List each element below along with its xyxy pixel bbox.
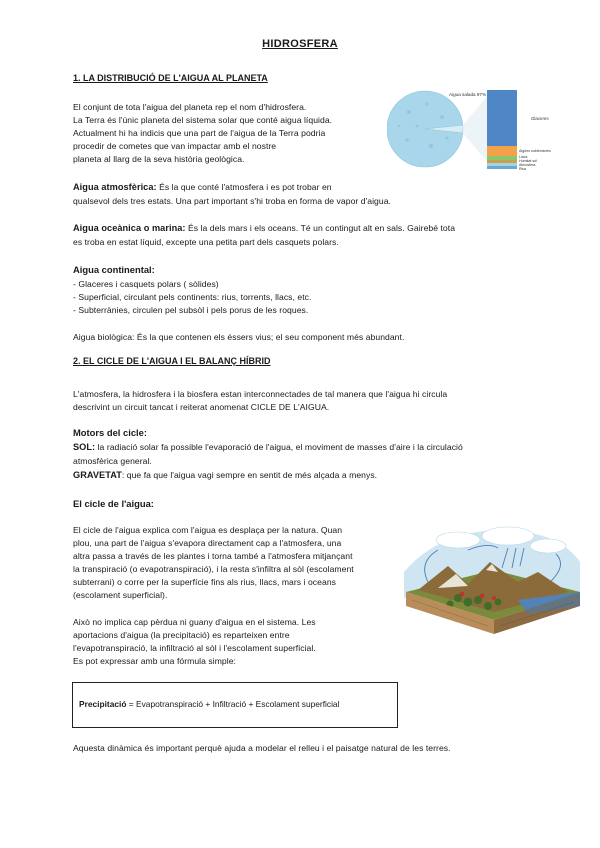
balance-line-0: Això no implica cap pèrdua ni guany d'aigua en el sistema. Les <box>73 617 316 627</box>
cycle-line-3: la transpiració (o evapotranspiració), i la resta s'infiltra al sòl (escolament <box>73 564 354 574</box>
sol-label: SOL: <box>73 442 96 452</box>
ocean-title: Aigua oceànica o marina: <box>73 223 186 233</box>
cont-title: Aigua continental: <box>73 264 155 275</box>
cycle-title: El cicle de l'aigua: <box>73 498 154 509</box>
section1-para-line-3: procedir de cometes que van impactar amb el nostre <box>73 141 277 151</box>
pie-label: Aigua salada 97% <box>449 92 487 97</box>
cycle-line-4: subterrani) o corre per la superfície fins als rius, llacs, mars i oceans <box>73 577 336 587</box>
intro-line-1: descrivint un circuit tancat i reiterat anomenat CICLE DE L'AIGUA. <box>73 402 330 412</box>
bar-label-1: Llacs <box>519 155 528 159</box>
formula-rest: = Evapotranspiració + Infiltració + Escolament superficial <box>126 699 340 709</box>
atmos-title: Aigua atmosfèrica: <box>73 182 157 192</box>
bar-rius <box>487 166 517 169</box>
ocean-line-2: es troba en estat líquid, excepte una petita part dels casquets polars. <box>73 237 339 247</box>
bar-glaceres <box>487 90 517 146</box>
water-distribution-figure <box>387 82 587 176</box>
closing-line: Aquesta dinàmica és important perquè ajuda a modelar el relleu i el paisatge natural de les terres. <box>73 743 451 753</box>
section1-para-line-1: La Terra és l'únic planeta del sistema solar que conté aigua líquida. <box>73 115 333 125</box>
bar-atmosfera <box>487 163 517 166</box>
bar-llacs <box>487 156 517 160</box>
page-title: HIDROSFERA <box>262 38 338 50</box>
ocean-line-1: Aigua oceànica o marina: És la dels mars i els oceans. Té un contingut alt en sals. Gairebé tota <box>73 223 456 233</box>
cycle-line-5: (escolament superficial). <box>73 590 168 600</box>
section1-para-line-2: Actualment hi ha indicis que una part de l'aigua de la Terra podria <box>73 128 326 138</box>
bar-subterranies <box>487 146 517 156</box>
water-cycle-figure <box>398 522 584 644</box>
grav-line: GRAVETAT: que fa que l'aigua vagi sempre en sentit de més alçada a menys. <box>73 470 378 480</box>
cont-item-0: - Glaceres i casquets polars ( sòlides) <box>73 279 219 289</box>
bar-label-glaceres: Glaceres <box>531 116 549 121</box>
section1-para-line-4: planeta al llarg de la seva història geològica. <box>73 154 245 164</box>
formula-bold: Precipitació <box>79 699 127 709</box>
bio-line: Aigua biològica: És la que contenen els éssers vius; el seu component més abundant. <box>73 332 405 342</box>
cycle-line-1: plou, una part de l'aigua s'evapora directament cap a l'atmosfera, una <box>73 538 342 548</box>
bar-label-2: Humitat sòl <box>519 159 537 163</box>
bar-label-4: Rius <box>519 167 527 171</box>
grav-label: GRAVETAT <box>73 470 122 480</box>
cont-item-1: - Superficial, circulant pels continents: rius, torrents, llacs, etc. <box>73 292 312 302</box>
bar-humitat <box>487 160 517 163</box>
cont-item-2: - Subterrànies, circulen pel subsòl i pels porus de les roques. <box>73 305 309 315</box>
sol-line-2: atmosfèrica general. <box>73 456 152 466</box>
formula-text <box>79 699 339 709</box>
formula-box <box>72 682 398 728</box>
balance-line-3: Es pot expressar amb una fórmula simple: <box>73 656 236 666</box>
section2-heading: 2. EL CICLE DE L'AIGUA I EL BALANÇ HÍBRID <box>73 356 271 366</box>
atmos-line-1: Aigua atmosfèrica: És la que conté l'atmosfera i es pot trobar en <box>73 182 332 192</box>
bar-label-0: Aigües subterrànies <box>519 149 551 153</box>
cycle-line-2: altra passa a través de les plantes i torna també a l'atmosfera mitjançant <box>73 551 353 561</box>
bar-label-3: Atmosfera <box>519 163 536 167</box>
balance-line-2: l'evapotranspiració, la infiltració al sòl i l'escolament superficial. <box>73 643 316 653</box>
cycle-line-0: El cicle de l'aigua explica com l'aigua es desplaça per la natura. Quan <box>73 525 343 535</box>
section1-para-line-0: El conjunt de tota l'aigua del planeta rep el nom d'hidrosfera. <box>73 102 307 112</box>
intro-line-0: L'atmosfera, la hidrosfera i la biosfera estan interconnectades de tal manera que l'aigua hi circula <box>73 389 448 399</box>
balance-line-1: aportacions d'aigua (la precipitació) es reparteixen entre <box>73 630 290 640</box>
section1-heading: 1. LA DISTRIBUCIÓ DE L'AIGUA AL PLANETA <box>73 73 268 83</box>
motors-title: Motors del cicle: <box>73 427 147 438</box>
sol-line-1: SOL: la radiació solar fa possible l'evaporació de l'aigua, el moviment de masses d'aire i la circulació <box>73 442 463 452</box>
atmos-line-2: qualsevol dels tres estats. Una part important s'hi troba en forma de vapor d'aigua. <box>73 196 391 206</box>
